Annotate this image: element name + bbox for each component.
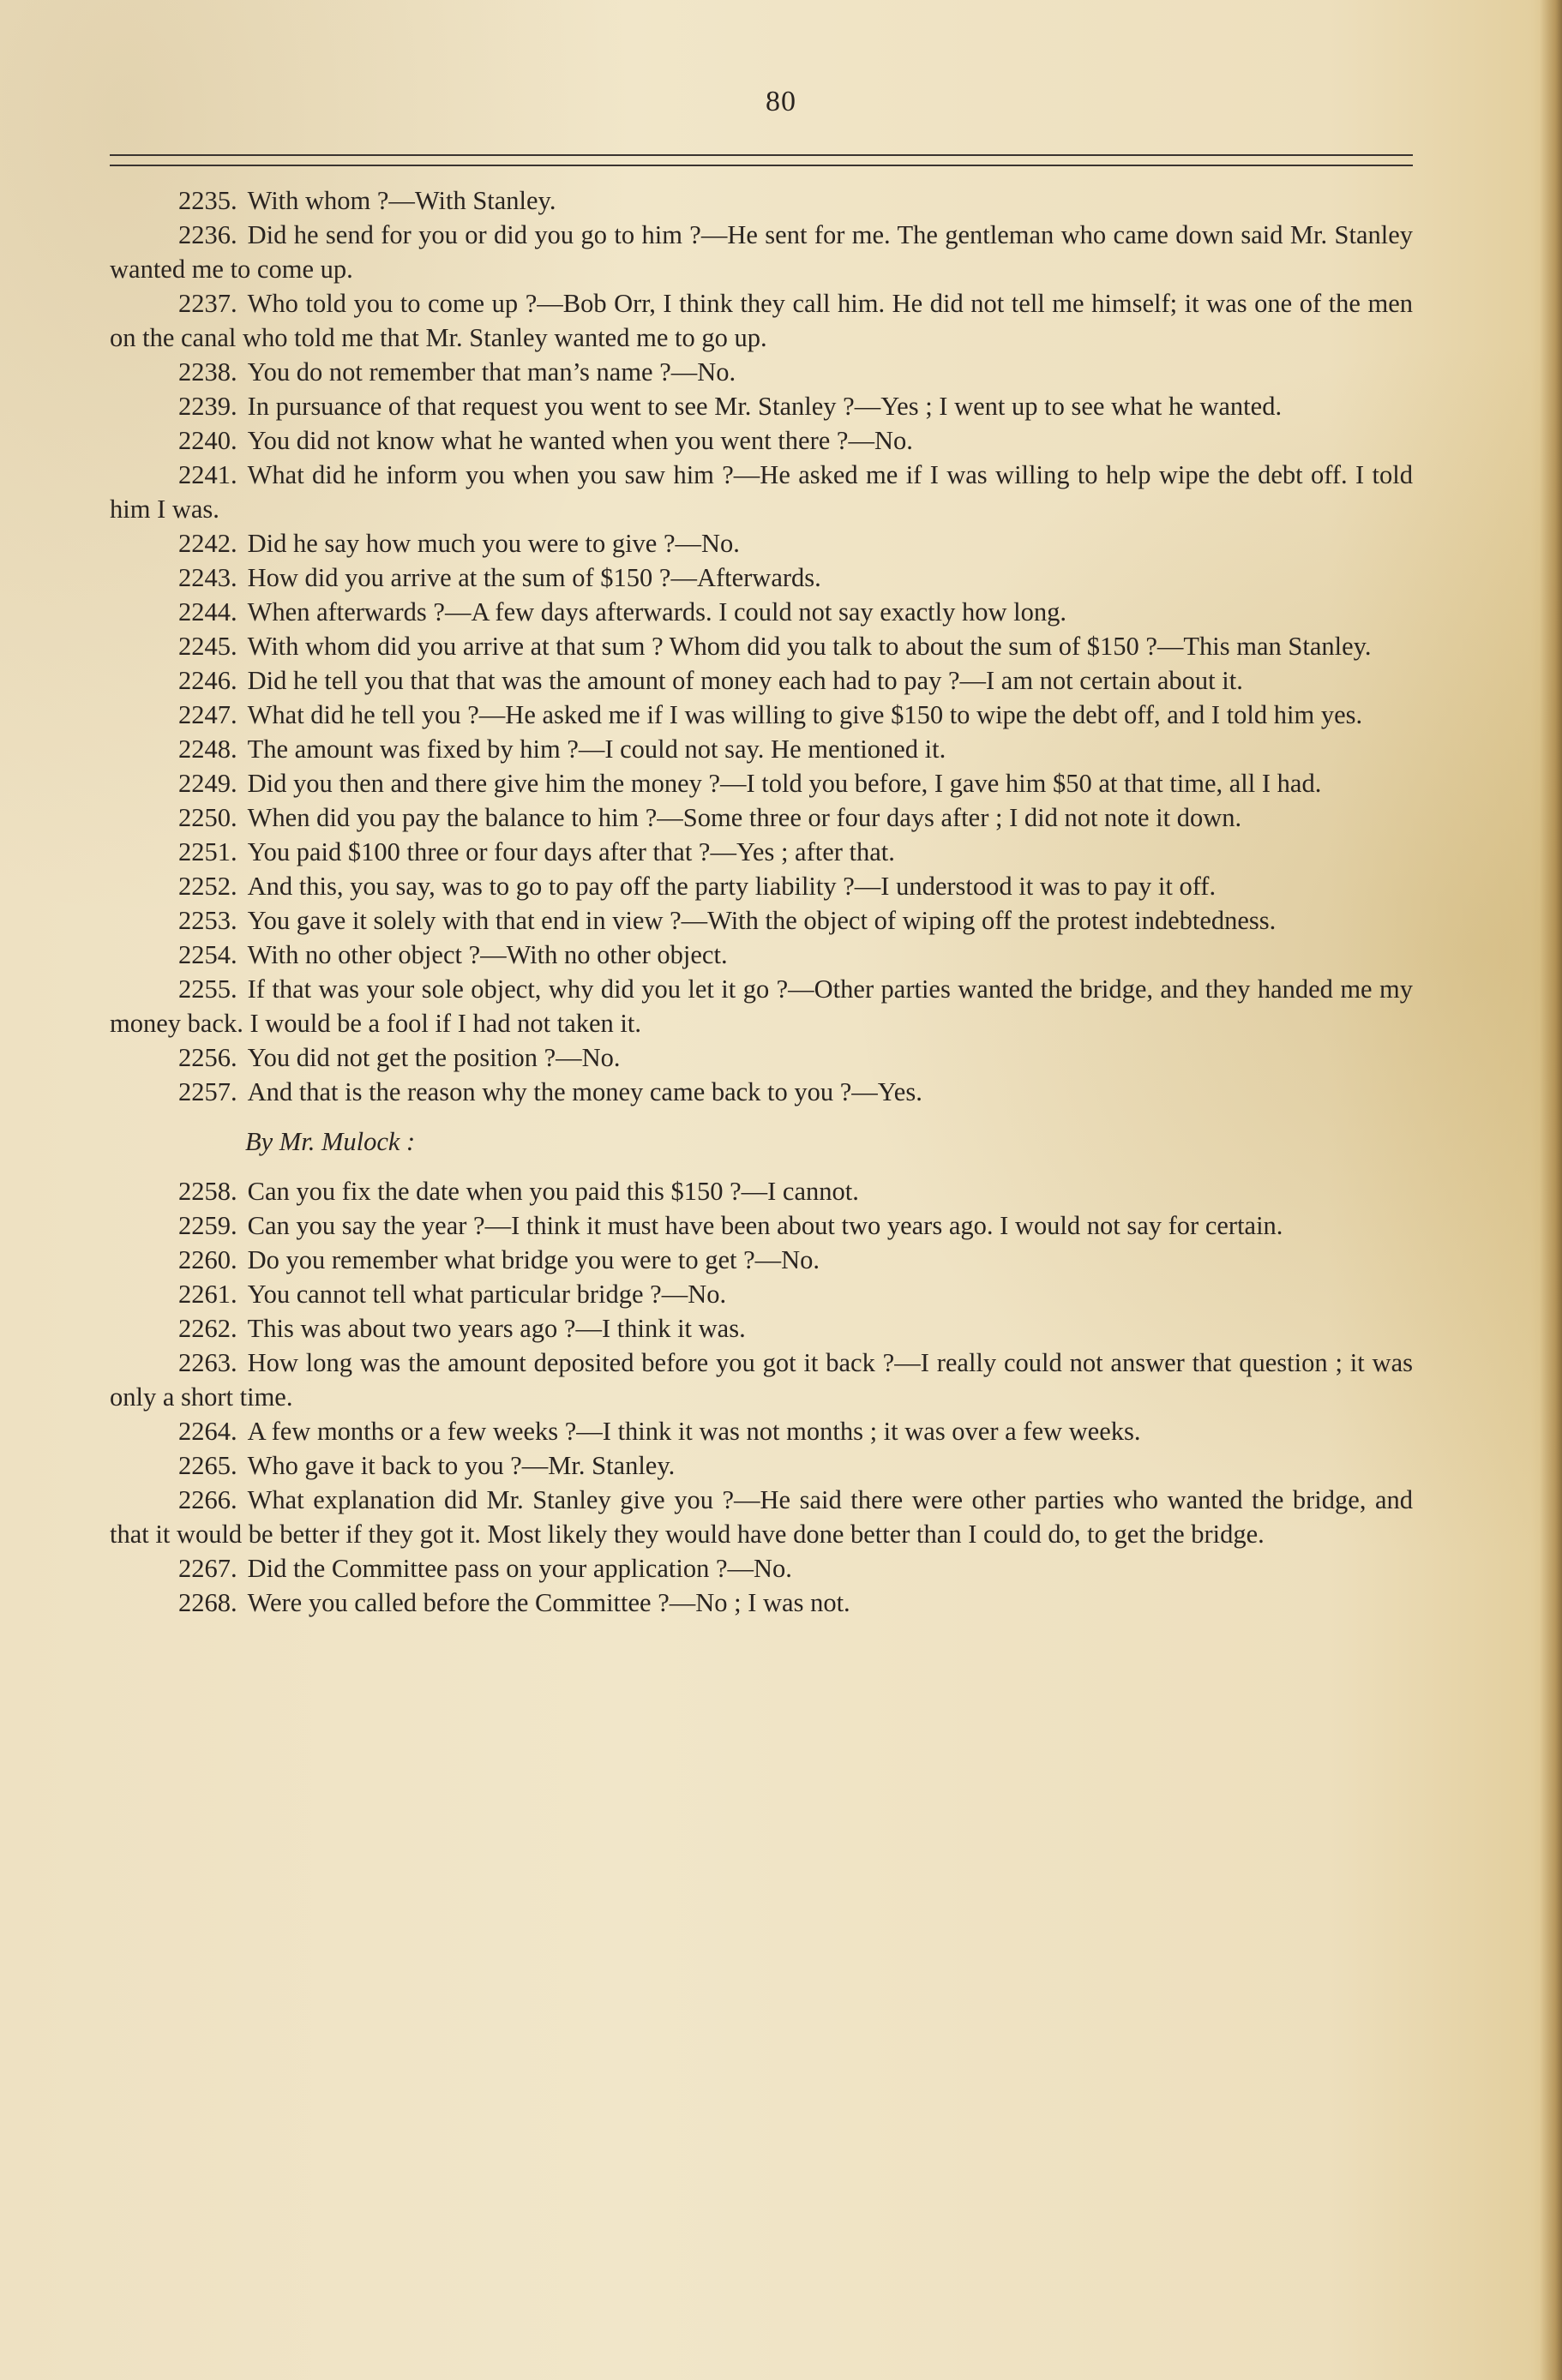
entry-number: 2239. [178,392,237,421]
entry-number: 2248. [178,734,237,764]
testimony-entry [110,423,1413,458]
testimony-body [110,183,1413,1620]
entry-number: 2243. [178,563,237,592]
entry-number: 2255. [178,974,237,1004]
testimony-entry [110,1075,1413,1109]
page-number: 80 [766,86,796,117]
testimony-entry [110,800,1413,835]
testimony-entry [110,1208,1413,1243]
testimony-entries-part-2 [110,1174,1413,1620]
testimony-entry [110,1346,1413,1414]
entry-text: And that is the reason why the money came back to you ?—Yes. [247,1077,922,1106]
entry-text: What did he inform you when you saw him ?—He asked me if I was willing to help wipe the debt off. I told him I was. [110,460,1413,524]
entry-text: What explanation did Mr. Stanley give you ?—He said there were other parties who wanted the bridge, and that it would be better if they got it. Most likely they would have done better than I could do, to get the bridge. [110,1485,1413,1549]
entry-number: 2236. [178,220,237,249]
testimony-entry [110,972,1413,1040]
entry-text: And this, you say, was to go to pay off the party liability ?—I understood it was to pay it off. [247,872,1217,901]
header-rule-top [110,154,1413,156]
entry-text: Do you remember what bridge you were to get ?—No. [247,1245,820,1274]
entry-text: When afterwards ?—A few days afterwards. I could not say exactly how long. [247,597,1066,626]
entry-text: You gave it solely with that end in view ?—With the object of wiping off the protest indebtedness. [247,906,1277,935]
testimony-entry [110,183,1413,218]
testimony-entry [110,1586,1413,1620]
entry-text: If that was your sole object, why did you let it go ?—Other parties wanted the bridge, and they handed me my money back. I would be a fool if I had not taken it. [110,974,1413,1038]
entry-text: You do not remember that man’s name ?—No. [247,357,736,387]
testimony-entry [110,732,1413,766]
entry-text: With whom ?—With Stanley. [247,186,556,215]
entry-number: 2249. [178,769,237,798]
testimony-entry [110,903,1413,938]
entry-text: You cannot tell what particular bridge ?—No. [247,1280,727,1309]
entry-text: How did you arrive at the sum of $150 ?—Afterwards. [247,563,821,592]
testimony-entry [110,355,1413,389]
testimony-entry [110,1483,1413,1551]
page-edge-shadow [1540,0,1562,2380]
entry-number: 2242. [178,529,237,558]
header-rule-bottom [110,165,1413,166]
entry-text: Did he send for you or did you go to him ?—He sent for me. The gentleman who came down said Mr. Stanley wanted me to come up. [110,220,1413,284]
entry-text: Can you say the year ?—I think it must have been about two years ago. I would not say for certain. [247,1211,1283,1240]
entry-number: 2267. [178,1554,237,1583]
entry-number: 2258. [178,1177,237,1206]
testimony-entry [110,938,1413,972]
entry-number: 2253. [178,906,237,935]
entry-text: Who told you to come up ?—Bob Orr, I think they call him. He did not tell me himself; it was one of the men on the canal who told me that Mr. Stanley wanted me to go up. [110,289,1413,352]
testimony-entry [110,1243,1413,1277]
testimony-entry [110,286,1413,355]
entry-number: 2265. [178,1451,237,1480]
entry-number: 2263. [178,1348,237,1377]
entry-text: What did he tell you ?—He asked me if I was willing to give $150 to wipe the debt off, and I told him yes. [247,700,1363,729]
entry-text: Did he say how much you were to give ?—No. [247,529,740,558]
entry-text: The amount was fixed by him ?—I could not say. He mentioned it. [247,734,946,764]
testimony-entry [110,698,1413,732]
entry-number: 2237. [178,289,237,318]
testimony-entry [110,1277,1413,1311]
testimony-entry [110,663,1413,698]
entry-text: Did the Committee pass on your application ?—No. [247,1554,792,1583]
entry-text: Did he tell you that that was the amount of money each had to pay ?—I am not certain about it. [247,666,1243,695]
entry-number: 2244. [178,597,237,626]
entry-text: Were you called before the Committee ?—No ; I was not. [247,1588,850,1617]
entry-text: How long was the amount deposited before you got it back ?—I really could not answer that question ; it was only a short time. [110,1348,1413,1412]
testimony-entry [110,1448,1413,1483]
entry-number: 2252. [178,872,237,901]
testimony-entry [110,561,1413,595]
testimony-entry [110,218,1413,286]
entry-text: With whom did you arrive at that sum ? Whom did you talk to about the sum of $150 ?—This man Stanley. [247,632,1372,661]
testimony-entry [110,595,1413,629]
entry-number: 2266. [178,1485,237,1514]
entry-number: 2262. [178,1314,237,1343]
entry-text: Did you then and there give him the money ?—I told you before, I gave him $50 at that time, all I had. [247,769,1322,798]
entry-number: 2256. [178,1043,237,1072]
entry-number: 2247. [178,700,237,729]
entry-number: 2251. [178,837,237,866]
entry-text: In pursuance of that request you went to see Mr. Stanley ?—Yes ; I went up to see what he wanted. [247,392,1283,421]
entry-text: You paid $100 three or four days after that ?—Yes ; after that. [247,837,895,866]
entry-text: This was about two years ago ?—I think it was. [247,1314,746,1343]
testimony-entry [110,1414,1413,1448]
entry-number: 2250. [178,803,237,832]
section-heading: By Mr. Mulock : [245,1127,416,1156]
entry-text: Who gave it back to you ?—Mr. Stanley. [247,1451,676,1480]
entry-number: 2246. [178,666,237,695]
testimony-entry [110,526,1413,561]
entry-number: 2254. [178,940,237,969]
entry-number: 2260. [178,1245,237,1274]
entry-text: With no other object ?—With no other object. [247,940,728,969]
testimony-entry [110,389,1413,423]
testimony-entry [110,1040,1413,1075]
entry-number: 2235. [178,186,237,215]
testimony-entry [110,629,1413,663]
entry-number: 2259. [178,1211,237,1240]
testimony-entry [110,1311,1413,1346]
testimony-entry [110,869,1413,903]
entry-number: 2240. [178,426,237,455]
entry-text: You did not get the position ?—No. [247,1043,621,1072]
entry-number: 2264. [178,1417,237,1446]
entry-text: A few months or a few weeks ?—I think it was not months ; it was over a few weeks. [247,1417,1141,1446]
entry-text: Can you fix the date when you paid this $150 ?—I cannot. [247,1177,859,1206]
entry-number: 2245. [178,632,237,661]
entry-number: 2268. [178,1588,237,1617]
entry-text: You did not know what he wanted when you went there ?—No. [247,426,913,455]
testimony-entry [110,458,1413,526]
testimony-entry [110,835,1413,869]
entry-number: 2238. [178,357,237,387]
testimony-entry [110,1551,1413,1586]
entry-text: When did you pay the balance to him ?—Some three or four days after ; I did not note it down. [247,803,1242,832]
testimony-entries-part-1 [110,183,1413,1109]
testimony-entry [110,766,1413,800]
entry-number: 2241. [178,460,237,489]
entry-number: 2261. [178,1280,237,1309]
testimony-entry [110,1174,1413,1208]
entry-number: 2257. [178,1077,237,1106]
